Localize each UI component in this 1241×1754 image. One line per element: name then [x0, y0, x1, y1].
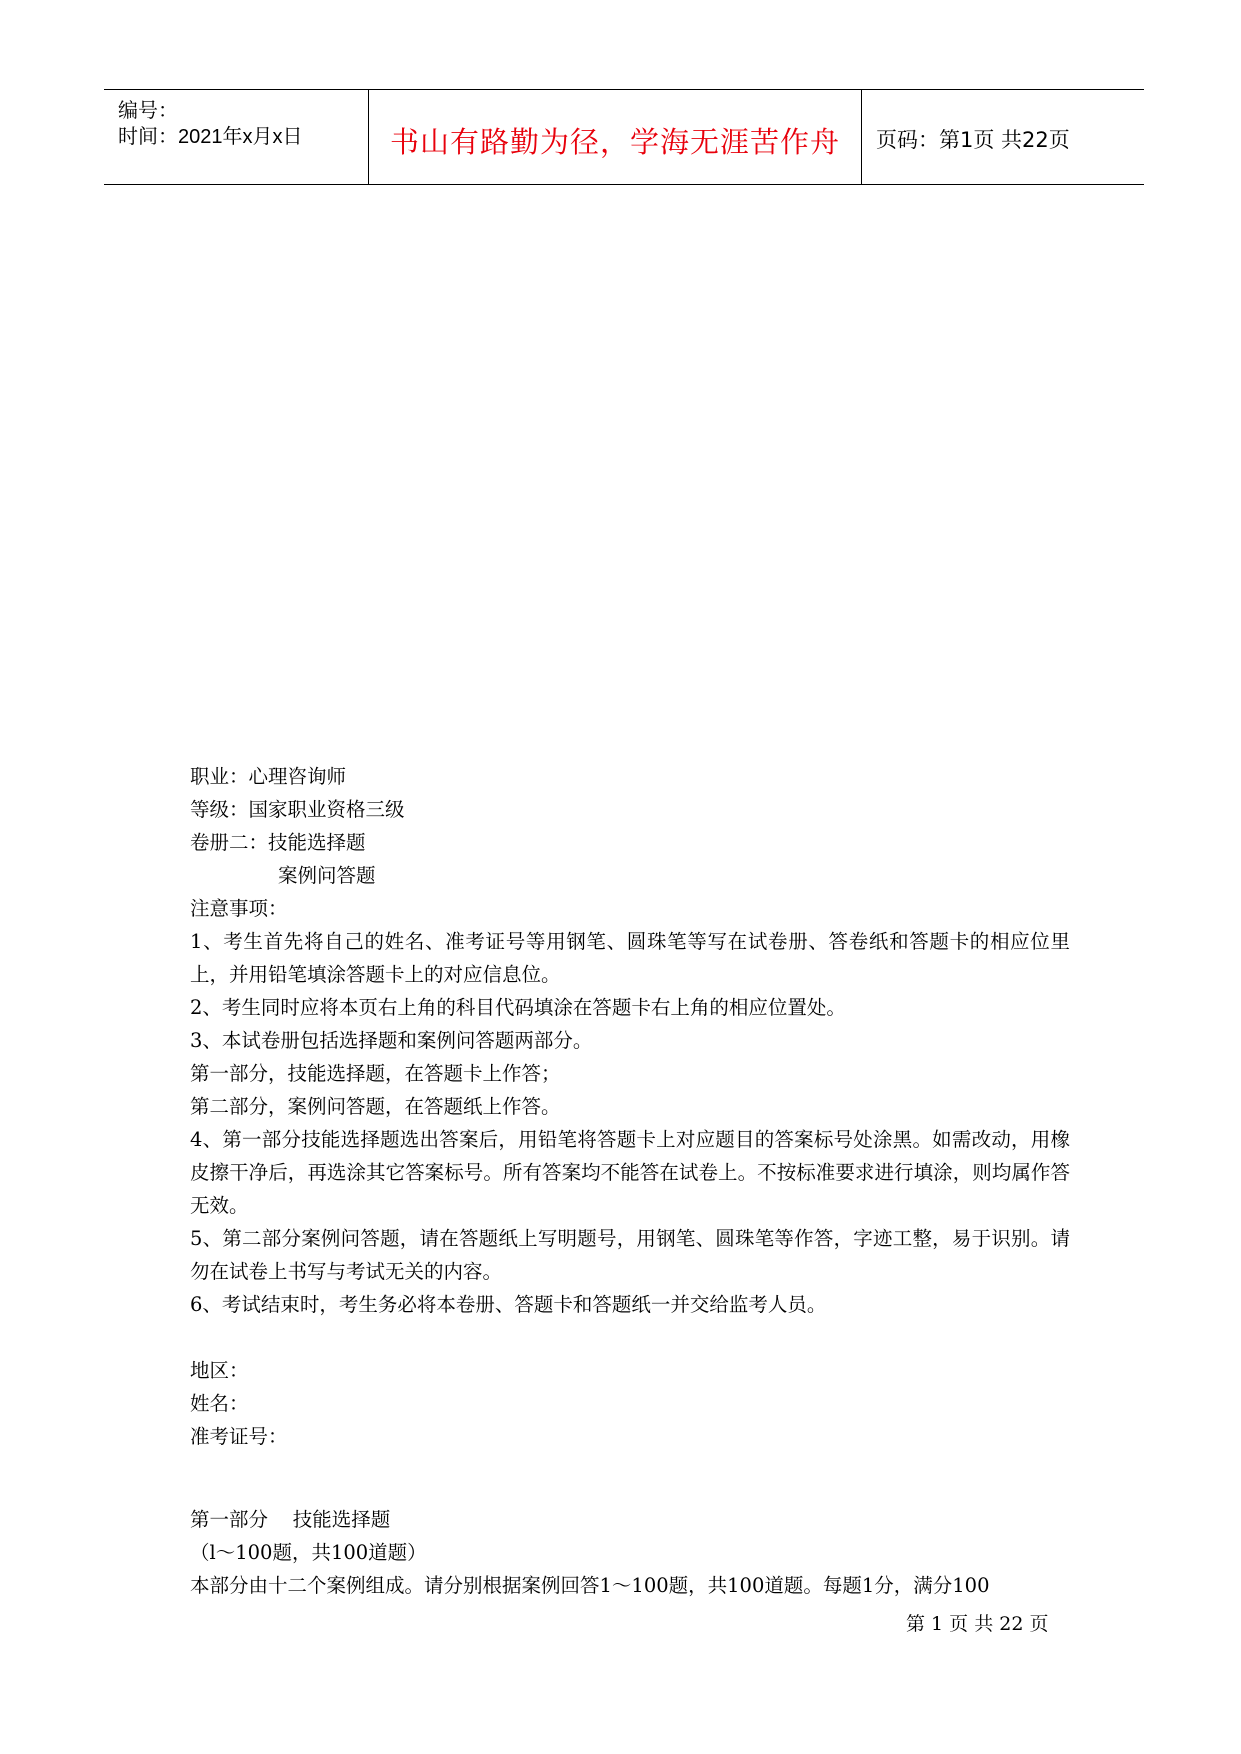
occupation-line: 职业：心理咨询师: [190, 765, 347, 788]
header-page-code: 页码：第1页 共22页: [876, 128, 1070, 152]
spacer: [190, 1453, 1070, 1503]
time-label: 时间：2021年x月x日: [118, 126, 303, 148]
volume-sub-line: 案例问答题: [278, 864, 376, 887]
part1-desc: 本部分由十二个案例组成。请分别根据案例回答1～100题，共100道题。每题1分，满分100: [190, 1574, 990, 1597]
page-header: [104, 89, 1144, 185]
notes-title: 注意事项：: [190, 897, 288, 920]
name-field: 姓名：: [190, 1392, 249, 1415]
number-label: 编号：: [118, 100, 178, 122]
note-item-6: 6、考试结束时，考生务必将本卷册、答题卡和答题纸一并交给监考人员。: [190, 1293, 827, 1316]
note-item-2: 2、考生同时应将本页右上角的科目代码填涂在答题卡右上角的相应位置处。: [190, 996, 846, 1019]
motto: 书山有路勤为径，学海无涯苦作舟: [389, 125, 840, 159]
page-footer: 第 1 页 共 22 页: [906, 1613, 1049, 1635]
region-field: 地区：: [190, 1359, 249, 1382]
volume-line: 卷册二：技能选择题: [190, 831, 366, 854]
header-left-cell: [104, 90, 368, 184]
spacer: [190, 1321, 1070, 1354]
header-mid-cell: [368, 90, 862, 184]
level-line: 等级：国家职业资格三级: [190, 798, 405, 821]
note-item-5: 5、第二部分案例问答题，请在答题纸上写明题号，用钢笔、圆珠笔等作答，字迹工整，易于识别。请勿在试卷上书写与考试无关的内容。: [190, 1227, 1070, 1283]
note-item-1: 1、考生首先将自己的姓名、准考证号等用钢笔、圆珠笔等写在试卷册、答卷纸和答题卡的相应位里上，并用铅笔填涂答题卡上的对应信息位。: [190, 930, 1070, 986]
part1-title: 第一部分 技能选择题: [190, 1508, 391, 1531]
note-item-4: 4、第一部分技能选择题选出答案后，用铅笔将答题卡上对应题目的答案标号处涂黑。如需改动，用橡皮擦干净后，再选涂其它答案标号。所有答案均不能答在试卷上。不按标准要求进行填涂，则均属作答无效。: [190, 1128, 1070, 1217]
note-item-3: 3、本试卷册包括选择题和案例问答题两部分。: [190, 1029, 593, 1052]
ticket-field: 准考证号：: [190, 1425, 288, 1448]
note-item-3b: 第二部分，案例问答题，在答题纸上作答。: [190, 1095, 561, 1118]
exam-body: [190, 760, 1070, 1602]
part1-range: （l～100题，共100道题）: [190, 1541, 427, 1564]
header-right-cell: [862, 90, 1144, 184]
note-item-3a: 第一部分，技能选择题，在答题卡上作答；: [190, 1062, 561, 1085]
